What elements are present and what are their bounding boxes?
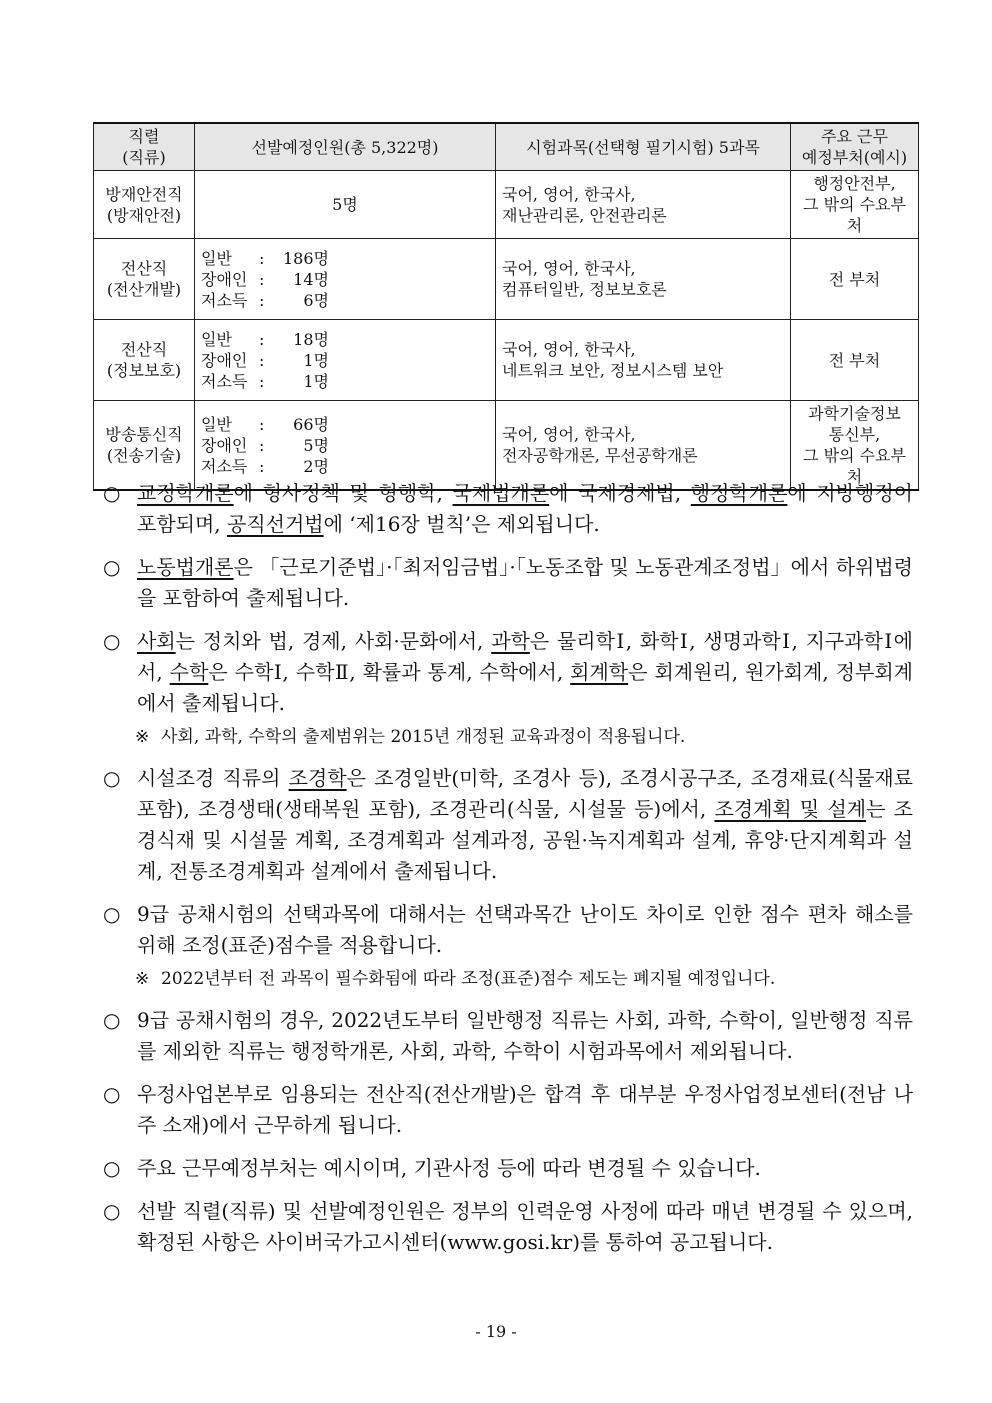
note-item: ※ 2022년부터 전 과목이 필수화됨에 따라 조정(표준)점수 제도는 폐지될 예정입니다. bbox=[135, 969, 776, 989]
underlined-term: 조경계획 및 설계 bbox=[714, 797, 867, 821]
table-row bbox=[94, 320, 919, 401]
note-item: ※ 사회, 과학, 수학의 출제범위는 2015년 개정된 교육과정이 적용됩니다. bbox=[135, 727, 686, 747]
underlined-term: 노동법개론 bbox=[137, 555, 234, 579]
recruitment-table bbox=[93, 122, 919, 491]
bullet-item: ○ 사회는 정치와 법, 경제, 사회·문화에서, 과학은 물리학Ⅰ, 화학Ⅰ, 생명과학Ⅰ, 지구과학Ⅰ에서, 수학은 수학Ⅰ, 수학Ⅱ, 확률과 통계, 수학에서, 회계학은 회계원리, 원가회계, 정부회계에서 출제됩니다. bbox=[103, 626, 913, 719]
table-row bbox=[94, 239, 919, 320]
bullet-item: ○ 노동법개론은 「근로기준법」·「최저임금법」·「노동조합 및 노동관계조정법」에서 하위법령을 포함하여 출제됩니다. bbox=[103, 552, 913, 614]
table-row bbox=[94, 171, 919, 239]
underlined-term: 과학 bbox=[491, 629, 530, 653]
allocation-cell bbox=[195, 320, 496, 401]
bullet-item: ○ 교정학개론에 형사정책 및 형행학, 국제법개론에 국제경제법, 행정학개론에 지방행정이 포함되며, 공직선거법에 ‘제16장 벌칙’은 제외됩니다. bbox=[103, 478, 913, 540]
allocation-line: 저소득 : 2명 bbox=[201, 456, 329, 476]
series-cell: 방송통신직 (전송기술) bbox=[94, 401, 195, 491]
series-cell: 전산직 (전산개발) bbox=[94, 239, 195, 320]
allocation-cell: 5명 bbox=[195, 171, 496, 239]
series-cell: 전산직 (정보보호) bbox=[94, 320, 195, 401]
bullet-item: ○ 주요 근무예정부처는 예시이며, 기관사정 등에 따라 변경될 수 있습니다. bbox=[103, 1153, 913, 1184]
reference-mark-icon: ※ bbox=[135, 727, 150, 747]
allocation-line: 일반 : 18명 bbox=[201, 329, 329, 349]
bullet-item: ○ 9급 공채시험의 경우, 2022년도부터 일반행정 직류는 사회, 과학, 수학이, 일반행정 직류를 제외한 직류는 행정학개론, 사회, 과학, 수학이 시험과목에서 제외됩니다. bbox=[103, 1005, 913, 1067]
header-series: 직렬 (직류) bbox=[94, 123, 195, 171]
allocation-line: 장애인 : 1명 bbox=[201, 350, 329, 370]
circle-bullet-icon: ○ bbox=[103, 1008, 121, 1032]
underlined-term: 교정학개론 bbox=[137, 481, 234, 505]
department-cell: 전 부처 bbox=[791, 320, 919, 401]
allocation-line: 일반 : 66명 bbox=[201, 414, 329, 434]
circle-bullet-icon: ○ bbox=[103, 1199, 121, 1223]
circle-bullet-icon: ○ bbox=[103, 766, 121, 790]
header-allocation: 선발예정인원(총 5,322명) bbox=[195, 123, 496, 171]
bullet-item: ○ 시설조경 직류의 조경학은 조경일반(미학, 조경사 등), 조경시공구조, 조경재료(식물재료 포함), 조경생태(생태복원 포함), 조경관리(식물, 시설물 등)에서, 조경계획 및 설계는 조경식재 및 시설물 계획, 조경계획과 설계과정, 공원·녹지계획과 설계, 휴양·단지계획과 설계, 전통조경계획과 설계에서 출제됩니다. bbox=[103, 763, 913, 887]
department-cell: 과학기술정보 통신부, 그 밖의 수요부처 bbox=[791, 401, 919, 491]
notes-list bbox=[103, 478, 913, 1270]
underlined-term: 회계학 bbox=[570, 660, 629, 684]
underlined-term: 행정학개론 bbox=[690, 481, 788, 505]
allocation-line: 저소득 : 6명 bbox=[201, 290, 329, 310]
allocation-cell bbox=[195, 401, 496, 491]
underlined-term: 공직선거법 bbox=[227, 512, 324, 536]
underlined-term: 사회 bbox=[137, 629, 176, 653]
circle-bullet-icon: ○ bbox=[103, 902, 121, 926]
reference-mark-icon: ※ bbox=[135, 969, 150, 989]
circle-bullet-icon: ○ bbox=[103, 1082, 121, 1106]
page-number: - 19 - bbox=[475, 1322, 517, 1341]
subjects-cell: 국어, 영어, 한국사, 네트워크 보안, 정보시스템 보안 bbox=[496, 320, 791, 401]
series-cell: 방재안전직 (방재안전) bbox=[94, 171, 195, 239]
subjects-cell: 국어, 영어, 한국사, 컴퓨터일반, 정보보호론 bbox=[496, 239, 791, 320]
subjects-cell: 국어, 영어, 한국사, 전자공학개론, 무선공학개론 bbox=[496, 401, 791, 491]
underlined-term: 수학 bbox=[169, 660, 209, 684]
bullet-item: ○ 우정사업본부로 임용되는 전산직(전산개발)은 합격 후 대부분 우정사업정보센터(전남 나주 소재)에서 근무하게 됩니다. bbox=[103, 1079, 913, 1141]
table-header-row bbox=[94, 123, 919, 171]
header-subjects: 시험과목(선택형 필기시험) 5과목 bbox=[496, 123, 791, 171]
department-cell: 전 부처 bbox=[791, 239, 919, 320]
underlined-term: 조경학 bbox=[288, 766, 347, 790]
allocation-line: 일반 : 186명 bbox=[201, 248, 329, 268]
circle-bullet-icon: ○ bbox=[103, 555, 121, 579]
circle-bullet-icon: ○ bbox=[103, 1156, 121, 1180]
table-row bbox=[94, 401, 919, 491]
circle-bullet-icon: ○ bbox=[103, 629, 121, 653]
bullet-item: ○ 9급 공채시험의 선택과목에 대해서는 선택과목간 난이도 차이로 인한 점수 편차 해소를 위해 조정(표준)점수를 적용합니다. bbox=[103, 899, 913, 961]
allocation-line: 장애인 : 5명 bbox=[201, 435, 329, 455]
allocation-line: 저소득 : 1명 bbox=[201, 371, 329, 391]
header-department: 주요 근무 예정부처(예시) bbox=[791, 123, 919, 171]
subjects-cell: 국어, 영어, 한국사, 재난관리론, 안전관리론 bbox=[496, 171, 791, 239]
department-cell: 행정안전부, 그 밖의 수요부처 bbox=[791, 171, 919, 239]
bullet-item: ○ 선발 직렬(직류) 및 선발예정인원은 정부의 인력운영 사정에 따라 매년 변경될 수 있으며, 확정된 사항은 사이버국가고시센터(www.gosi.kr)를 통하여 공고됩니다. bbox=[103, 1196, 913, 1258]
allocation-line: 장애인 : 14명 bbox=[201, 269, 329, 289]
circle-bullet-icon: ○ bbox=[103, 481, 121, 505]
allocation-cell bbox=[195, 239, 496, 320]
underlined-term: 국제법개론 bbox=[452, 481, 550, 505]
